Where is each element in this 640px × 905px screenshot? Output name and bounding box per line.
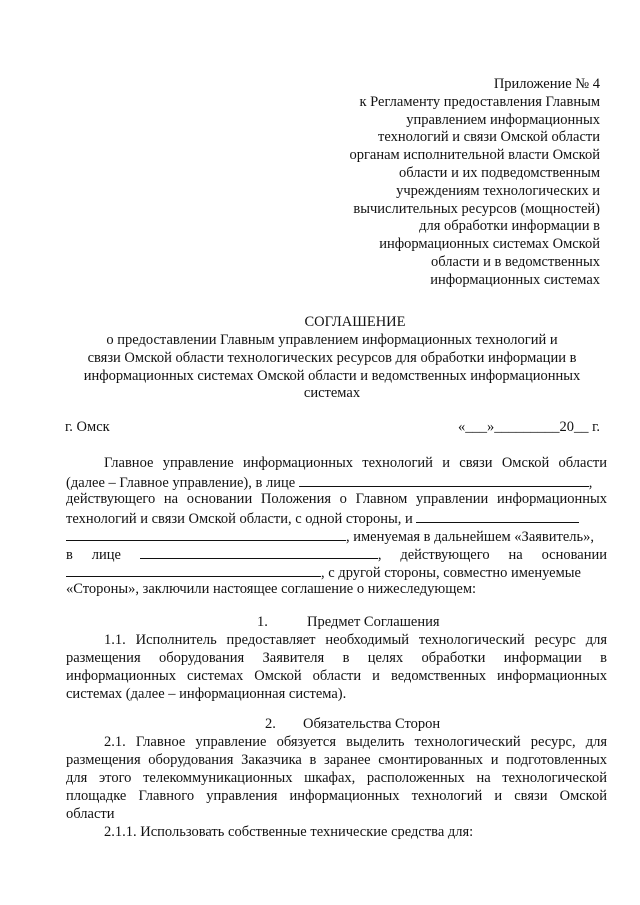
appendix-line: технологий и связи Омской области (378, 129, 600, 146)
blank-line (416, 509, 579, 523)
section-number: 2. (265, 716, 276, 732)
section-2-line-1: 2.1. Главное управление обязуется выделить технологический ресурс, для (104, 734, 607, 750)
section-1-heading (257, 614, 440, 631)
intro-line-8: «Стороны», заключили настоящее соглашение о нижеследующем: (66, 581, 477, 597)
section-2-heading (265, 716, 440, 733)
appendix-line: Приложение № 4 (493, 76, 600, 92)
appendix-line: вычислительных ресурсов (мощностей) (353, 200, 600, 217)
section-title: Обязательства Сторон (303, 716, 441, 732)
appendix-line: управлением информационных (406, 111, 600, 128)
section-1-line-3: информационных системах Омской области и ведомственных информационных (66, 668, 607, 684)
section-2-line-5: области (66, 806, 115, 822)
intro-line-2: (далее – Главное управление), в лице , (66, 475, 593, 491)
date-field: «___»_________20__ г. (457, 419, 600, 435)
intro-text: , (377, 547, 382, 563)
appendix-block (330, 76, 600, 290)
subtitle-line: о предоставлении Главным управлением информационных технологий и (106, 332, 558, 348)
section-2-line-4: площадке Главного управления информационных технологий и связи Омской (66, 788, 607, 804)
blank-line (66, 527, 346, 541)
subtitle-line: связи Омской области технологических ресурсов для обработки информации в (87, 349, 577, 366)
appendix-line: области и в ведомственных (431, 253, 600, 270)
intro-text: на (508, 547, 523, 563)
appendix-line: органам исполнительной власти Омской (349, 147, 600, 164)
blank-line (140, 545, 378, 559)
document-title: СОГЛАШЕНИЕ (304, 314, 406, 330)
intro-line-6 (66, 545, 607, 564)
blank-line (66, 563, 321, 577)
intro-text: , именуемая в дальнейшем «Заявитель», (346, 529, 595, 545)
document-subtitle (62, 332, 602, 403)
appendix-line: информационных системах Омской (379, 236, 600, 253)
intro-line-4 (66, 509, 579, 528)
intro-line-5 (66, 527, 594, 546)
intro-line-7 (66, 563, 581, 582)
intro-line-1: Главное управление информационных технологий и связи Омской области (104, 455, 607, 471)
section-number: 1. (257, 614, 268, 630)
section-title: Предмет Соглашения (307, 614, 440, 630)
section-2-line-2: размещения оборудования Заказчика в заранее смонтированных и подготовленных (66, 752, 607, 768)
appendix-line: учреждениям технологических и (396, 182, 600, 199)
section-1-line-1: 1.1. Исполнитель предоставляет необходимый технологический ресурс для (104, 632, 607, 648)
blank-line (299, 473, 589, 487)
subtitle-line: информационных системах Омской области и ведомственных информационных (83, 367, 581, 384)
intro-text: основании (541, 547, 607, 563)
section-1-line-4: системах (далее – информационная система). (66, 686, 347, 702)
intro-line-3: действующего на основании Положения о Главном управлении информационных (66, 491, 607, 507)
section-1-line-2: размещения оборудования Заявителя в целях обработки информации в (66, 650, 607, 666)
section-2-line-6: 2.1.1. Использовать собственные технические средства для: (104, 824, 474, 840)
intro-text: , с другой стороны, совместно именуемые (321, 565, 581, 581)
appendix-line: области и их подведомственным (398, 164, 600, 181)
intro-text: в (66, 547, 73, 563)
intro-text: технологий и связи Омской области, с одной стороны, и (66, 511, 413, 527)
intro-text: действующего (400, 547, 490, 563)
section-2-line-3: для этого телекоммуникационных шкафах, расположенных на технологической (66, 770, 607, 786)
appendix-line: для обработки информации в (419, 218, 600, 235)
appendix-line: информационных системах (430, 271, 600, 288)
city-label: г. Омск (65, 419, 110, 435)
appendix-line: к Регламенту предоставления Главным (359, 93, 600, 110)
intro-text: лице (91, 547, 121, 563)
subtitle-line: системах (303, 385, 361, 402)
intro-text: (далее – Главное управление), в лице (66, 475, 296, 491)
